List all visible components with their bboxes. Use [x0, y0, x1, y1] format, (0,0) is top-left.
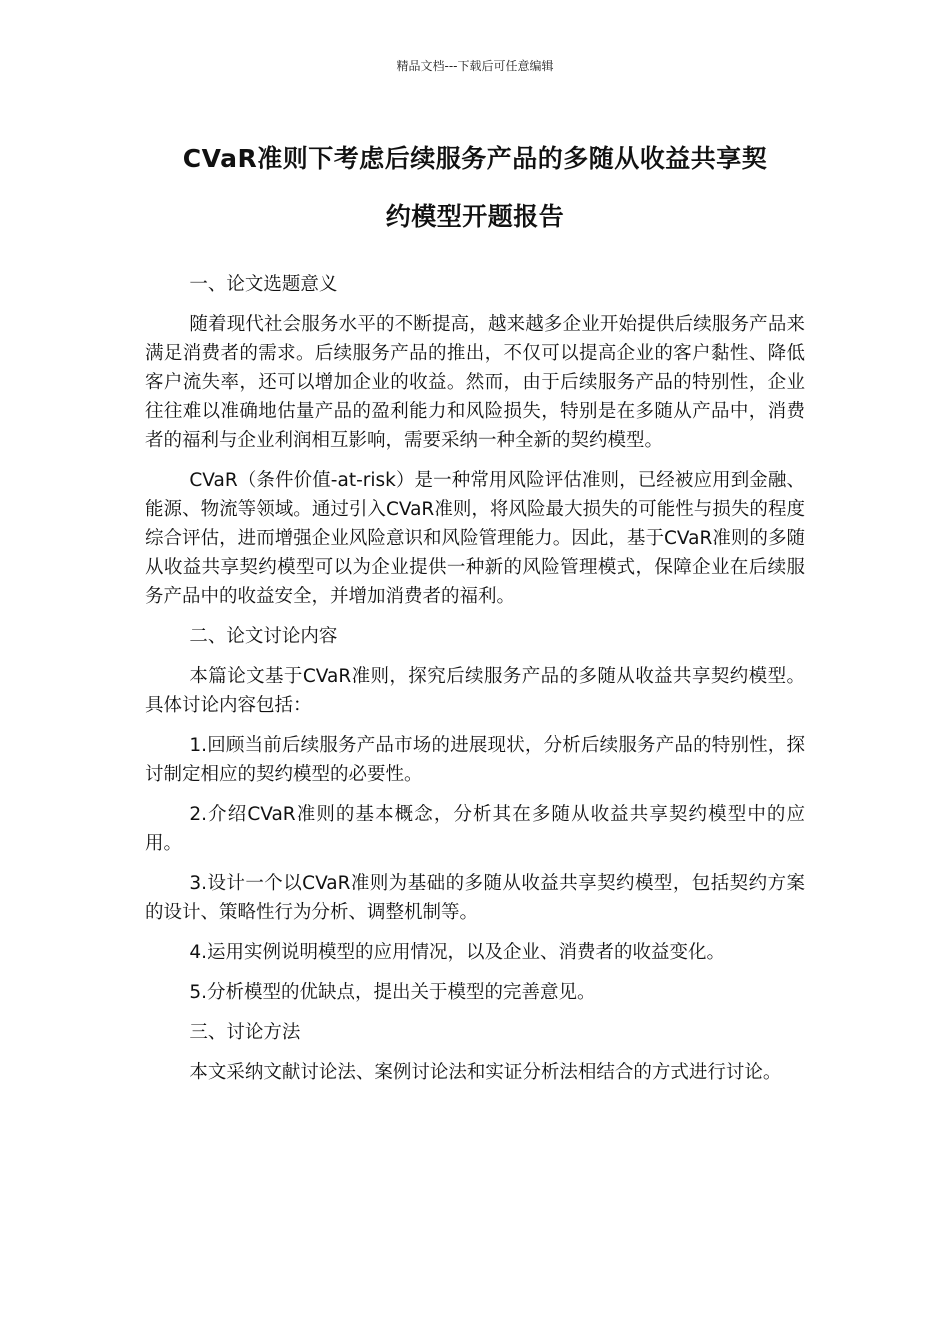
section-heading-3: 三、讨论方法 [189, 1022, 301, 1043]
list-item: 4.运用实例说明模型的应用情况，以及企业、消费者的收益变化。 [189, 942, 726, 963]
document-title [140, 130, 810, 246]
section-heading-1: 一、论文选题意义 [189, 274, 338, 295]
title-line-2: 约模型开题报告 [385, 202, 565, 231]
title-line-1: CVaR准则下考虑后续服务产品的多随从收益共享契 [182, 144, 768, 173]
paragraph: 本篇论文基于CVaR准则，探究后续服务产品的多随从收益共享契约模型。具体讨论内容包括： [145, 666, 805, 716]
list-item: 1.回顾当前后续服务产品市场的进展现状，分析后续服务产品的特别性，探讨制定相应的契约模型的必要性。 [145, 735, 805, 785]
section-heading-2: 二、论文讨论内容 [189, 626, 338, 647]
header-note: 精品文档---下载后可任意编辑 [396, 59, 554, 73]
document-body [145, 270, 805, 1098]
paragraph: 随着现代社会服务水平的不断提高，越来越多企业开始提供后续服务产品来满足消费者的需求。后续服务产品的推出，不仅可以提高企业的客户黏性、降低客户流失率，还可以增加企业的收益。然而，由于后续服务产品的特别性，企业往往难以准确地估量产品的盈利能力和风险损失，特别是在多随从产品中，消费者的福利与企业利润相互影响，需要采纳一种全新的契约模型。 [145, 314, 805, 451]
list-item: 5.分析模型的优缺点，提出关于模型的完善意见。 [189, 982, 596, 1003]
paragraph: CVaR（条件价值-at-risk）是一种常用风险评估准则，已经被应用到金融、能源、物流等领域。通过引入CVaR准则，将风险最大损失的可能性与损失的程度综合评估，进而增强企业风险意识和风险管理能力。因此，基于CVaR准则的多随从收益共享契约模型可以为企业提供一种新的风险管理模式，保障企业在后续服务产品中的收益安全，并增加消费者的福利。 [145, 470, 805, 607]
list-item: 3.设计一个以CVaR准则为基础的多随从收益共享契约模型，包括契约方案的设计、策略性行为分析、调整机制等。 [145, 873, 805, 923]
list-item: 2.介绍CVaR准则的基本概念，分析其在多随从收益共享契约模型中的应用。 [145, 804, 805, 854]
paragraph: 本文采纳文献讨论法、案例讨论法和实证分析法相结合的方式进行讨论。 [189, 1062, 782, 1083]
